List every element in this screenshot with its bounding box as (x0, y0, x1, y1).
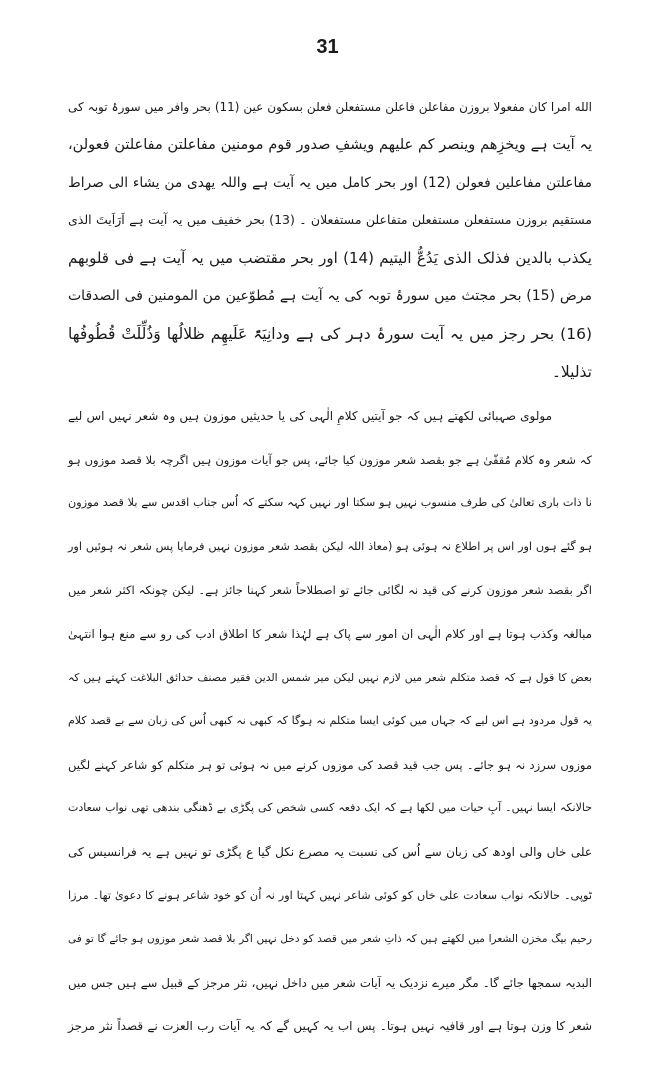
text-line: یکذب بالدین فذلک الذی یَدُعُّ الیتیم (14) اور بحر مقتضب میں یہ آیت ہے فی قلوبھم (68, 249, 592, 268)
text-line: مبالغہ وکذب ہوتا ہے اور کلام الٰہی ان امور سے پاک ہے لہٰذا شعر کا اطلاق ادب کی رو سے منع ہوا انتہیٰ (68, 627, 592, 641)
text-line: بعض کا قول ہے کہ قصد متکلم شعر میں لازم نہیں لیکن میر شمس الدین فقیر مصنف حدائق البلاغت کہتے ہیں کہ (68, 670, 592, 684)
text-line: حالانکہ ایسا نہیں۔ آبِ حیات میں لکھا ہے کہ ایک دفعہ کسی شخص کی پگڑی بے ڈھنگی بندھی تھی نواب سعادت (68, 801, 592, 815)
text-line: شعر کا وزن ہوتا ہے اور قافیہ نہیں ہوتا۔ پس اب یہ کہیں گے کہ یہ آیات رب العزت نے قصداً نثر مرجز (68, 1019, 592, 1034)
text-line: مولوی صہبائی لکھتے ہیں کہ جو آیتیں کلامِ الٰہی کی یا حدیثیں موزون ہیں وہ شعر نہیں اس لیے (68, 409, 552, 423)
text-line: ٹوپی۔ حالانکہ نواب سعادت علی خاں کو کوئی شاعر نہیں کہتا اور نہ اُن کو خود شاعر ہونے کا دعویٰ تھا۔ مرزا (68, 888, 592, 902)
text-line: نا ذات باری تعالیٰ کی طرف منسوب نہیں ہو سکتا اور نہیں کہہ سکتے کہ اُس جناب اقدس سے بلا قصد موزون (68, 496, 592, 510)
text-line: مفاعلتن مفاعلین فعولن (12) اور بحر کامل میں یہ آیت ہے واللہ یھدی من یشاء الی صراط (68, 174, 593, 191)
text-line: یہ قول مردود ہے اس لیے کہ جہاں میں کوئی ایسا متکلم نہ ہوگا کہ کبھی نہ کبھی اُس کی زبان سے بے قصد کلام (68, 714, 592, 728)
text-line: مستقیم بروزن مستفعلن مستفعلن متفاعلن مستفعلان ۔ (13) بحر خفیف میں یہ آیت ہے اَرَاَیتَ الذی (68, 212, 592, 228)
text-line: کہ شعر وہ کلام مُقفّیٰ ہے جو بقصد شعر موزون کیا جائے، پس جو آیات موزون ہیں اگرچہ بلا قصد موزوں ہو (68, 452, 592, 467)
text-line: علی خاں والی اودھ کی زبان سے اُس کی نسبت یہ مصرع نکل گیا ع پگڑی تو نہیں ہے یہ فرانسیس کی (68, 845, 592, 859)
text-line: اگر بقصد شعر موزون کرنے کی قید نہ لگائی جائے تو اصطلاحاً شعر کہنا جائز ہے۔ لیکن چونکہ اکثر شعر میں (68, 583, 592, 598)
text-line: رحیم بیگ مخزن الشعرا میں لکھتے ہیں کہ ذاتِ شعر میں قصد کو دخل نہیں اگر بلا قصد شعر موزوں ہو جائے گا تو فی (68, 933, 592, 946)
page-number: 31 (316, 36, 339, 58)
text-line: مرض (15) بحر مجتث میں سورۂ توبہ کی یہ آیت ہے مُطوّعین من المومنین فی الصدقات (68, 288, 593, 304)
text-line: تذلیلا۔ (551, 362, 592, 381)
text-line: البدیہ سمجھا جائے گا۔ مگر میرے نزدیک یہ آیات شعر میں داخل نہیں، نثر مرجز کے قبیل سے ہیں جس میں (68, 975, 592, 990)
text-line: ہو گئے ہوں اور اس پر اطلاع نہ ہوئی ہو (معاذ اللہ لیکن بقصد شعر موزون نہیں فرمایا پس شعر نہ ہوئیں اور (68, 539, 592, 553)
text-line: (16) بحر رجز میں یہ آیت سورۂ دہر کی ہے ودانِیَۃً عَلَیھِم ظلالُھا وَذُلِّلَتْ قُطُوفُھا (68, 324, 592, 343)
text-line: موزوں سرزد نہ ہو جائے۔ پس جب قید قصد کی موزوں کرنے میں نہ ہوئی تو ہر متکلم کو شاعر کہنے لگیں (68, 757, 592, 772)
text-line: الله امرا کان مفعولا بروزن مفاعلن فاعلن مستفعلن فعلن بسکون عین (11) بحر وافر میں سورۂ توبہ کی (68, 100, 592, 114)
text-line: یہ آیت ہے ویخزِھم وینصر کم علیھم ویشفِ صدور قوم مومنین مفاعلتن مفاعلتن فعولن، (68, 136, 592, 153)
